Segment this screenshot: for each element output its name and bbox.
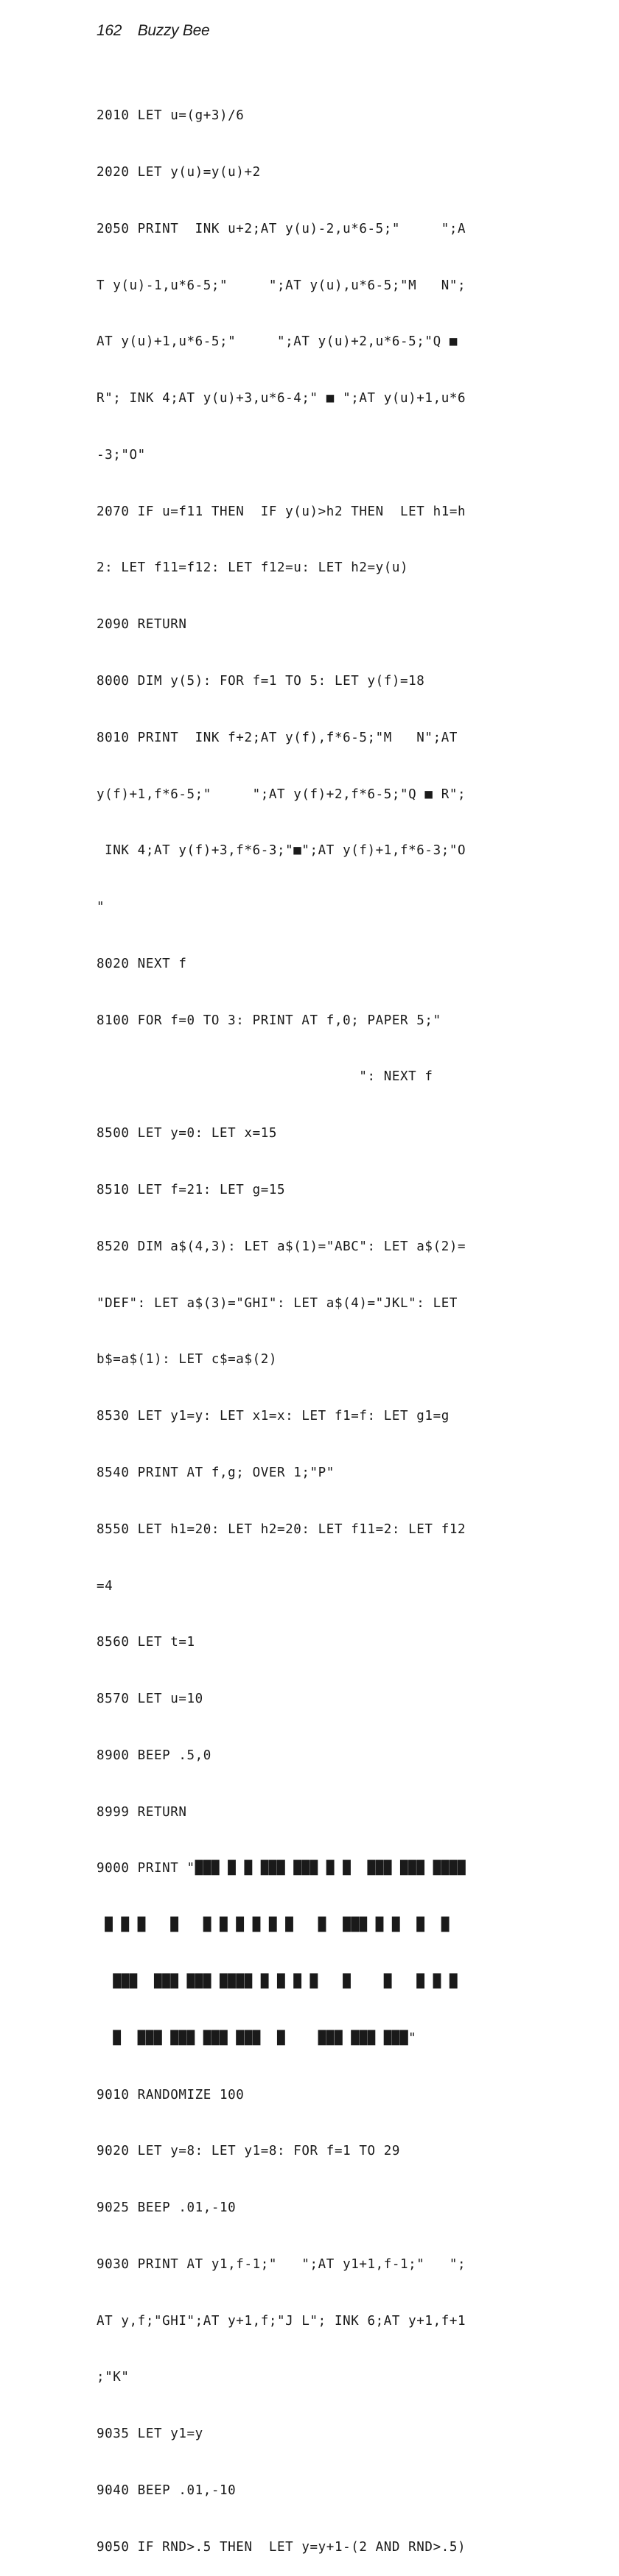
listing-line: T y(u)-1,u*6-5;" ";AT y(u),u*6-5;"M N"; bbox=[97, 278, 466, 293]
listing-line: 8020 NEXT f bbox=[97, 956, 187, 971]
listing-line: 8010 PRINT INK f+2;AT y(f),f*6-5;"M N";AT bbox=[97, 730, 458, 745]
listing-line: 8520 DIM a$(4,3): LET a$(1)="ABC": LET a$(2)= bbox=[97, 1239, 466, 1254]
listing-line: 8900 BEEP .5,0 bbox=[97, 1748, 211, 1763]
listing-line: -3;"O" bbox=[97, 447, 146, 462]
listing-line: █ ███ ███ ███ ███ █ ███ ███ ███" bbox=[97, 2030, 417, 2046]
listing-line: 8500 LET y=0: LET x=15 bbox=[97, 1126, 277, 1141]
listing-line: 8570 LET u=10 bbox=[97, 1692, 203, 1707]
listing-line: 2090 RETURN bbox=[97, 617, 187, 633]
listing-line: 8550 LET h1=20: LET h2=20: LET f11=2: LET f12 bbox=[97, 1521, 466, 1537]
listing-line: 2020 LET y(u)=y(u)+2 bbox=[97, 164, 261, 180]
listing-line: 9010 RANDOMIZE 100 bbox=[97, 2087, 245, 2102]
listing-line: 9040 BEEP .01,-10 bbox=[97, 2483, 237, 2498]
listing-line: AT y(u)+1,u*6-5;" ";AT y(u)+2,u*6-5;"Q ■ bbox=[97, 334, 458, 350]
listing-line: 8100 FOR f=0 TO 3: PRINT AT f,0; PAPER 5;" bbox=[97, 1013, 441, 1028]
program-listing bbox=[97, 69, 583, 2576]
listing-line: 8560 LET t=1 bbox=[97, 1635, 195, 1650]
listing-line: ;"K" bbox=[97, 2370, 130, 2385]
listing-line: 2050 PRINT INK u+2;AT y(u)-2,u*6-5;" ";A bbox=[97, 221, 466, 236]
listing-line: " bbox=[97, 900, 105, 915]
listing-line: R"; INK 4;AT y(u)+3,u*6-4;" ■ ";AT y(u)+1,u*6 bbox=[97, 391, 466, 407]
listing-line: █ █ █ █ █ █ █ █ █ █ █ ███ █ █ █ █ bbox=[97, 1918, 450, 1933]
listing-line: ███ ███ ███ ████ █ █ █ █ █ █ █ █ █ bbox=[97, 1974, 458, 1989]
listing-line: =4 bbox=[97, 1578, 113, 1594]
listing-line: 9050 IF RND>.5 THEN LET y=y+1-(2 AND RND>.5) bbox=[97, 2539, 466, 2555]
listing-line: AT y,f;"GHI";AT y+1,f;"J L"; INK 6;AT y+1,f+1 bbox=[97, 2313, 466, 2329]
listing-line: 9035 LET y1=y bbox=[97, 2427, 203, 2442]
listing-line: 2010 LET u=(g+3)/6 bbox=[97, 108, 245, 124]
listing-line: ": NEXT f bbox=[97, 1069, 433, 1085]
listing-line: 2070 IF u=f11 THEN IF y(u)>h2 THEN LET h1=h bbox=[97, 504, 466, 519]
listing-line: b$=a$(1): LET c$=a$(2) bbox=[97, 1352, 277, 1368]
listing-line: 8999 RETURN bbox=[97, 1804, 187, 1820]
listing-line: 9000 PRINT "███ █ █ ███ ███ █ █ ███ ███ ████ bbox=[97, 1861, 466, 1876]
listing-line: INK 4;AT y(f)+3,f*6-3;"■";AT y(f)+1,f*6-3;"O bbox=[97, 843, 466, 859]
listing-line: 9025 BEEP .01,-10 bbox=[97, 2200, 237, 2216]
book-title: Buzzy Bee bbox=[137, 22, 210, 39]
page-number: 162 bbox=[97, 22, 122, 39]
listing-line: 8530 LET y1=y: LET x1=x: LET f1=f: LET g1=g bbox=[97, 1409, 450, 1424]
listing-line: 8000 DIM y(5): FOR f=1 TO 5: LET y(f)=18 bbox=[97, 674, 425, 689]
listing-line: 8510 LET f=21: LET g=15 bbox=[97, 1183, 286, 1198]
listing-line: 9030 PRINT AT y1,f-1;" ";AT y1+1,f-1;" "; bbox=[97, 2256, 466, 2272]
listing-line: 9020 LET y=8: LET y1=8: FOR f=1 TO 29 bbox=[97, 2144, 401, 2159]
listing-line: 2: LET f11=f12: LET f12=u: LET h2=y(u) bbox=[97, 560, 409, 576]
listing-line: 8540 PRINT AT f,g; OVER 1;"P" bbox=[97, 1465, 335, 1480]
listing-line: y(f)+1,f*6-5;" ";AT y(f)+2,f*6-5;"Q ■ R"; bbox=[97, 786, 466, 802]
running-head bbox=[97, 22, 209, 40]
listing-line: "DEF": LET a$(3)="GHI": LET a$(4)="JKL": LET bbox=[97, 1295, 458, 1311]
